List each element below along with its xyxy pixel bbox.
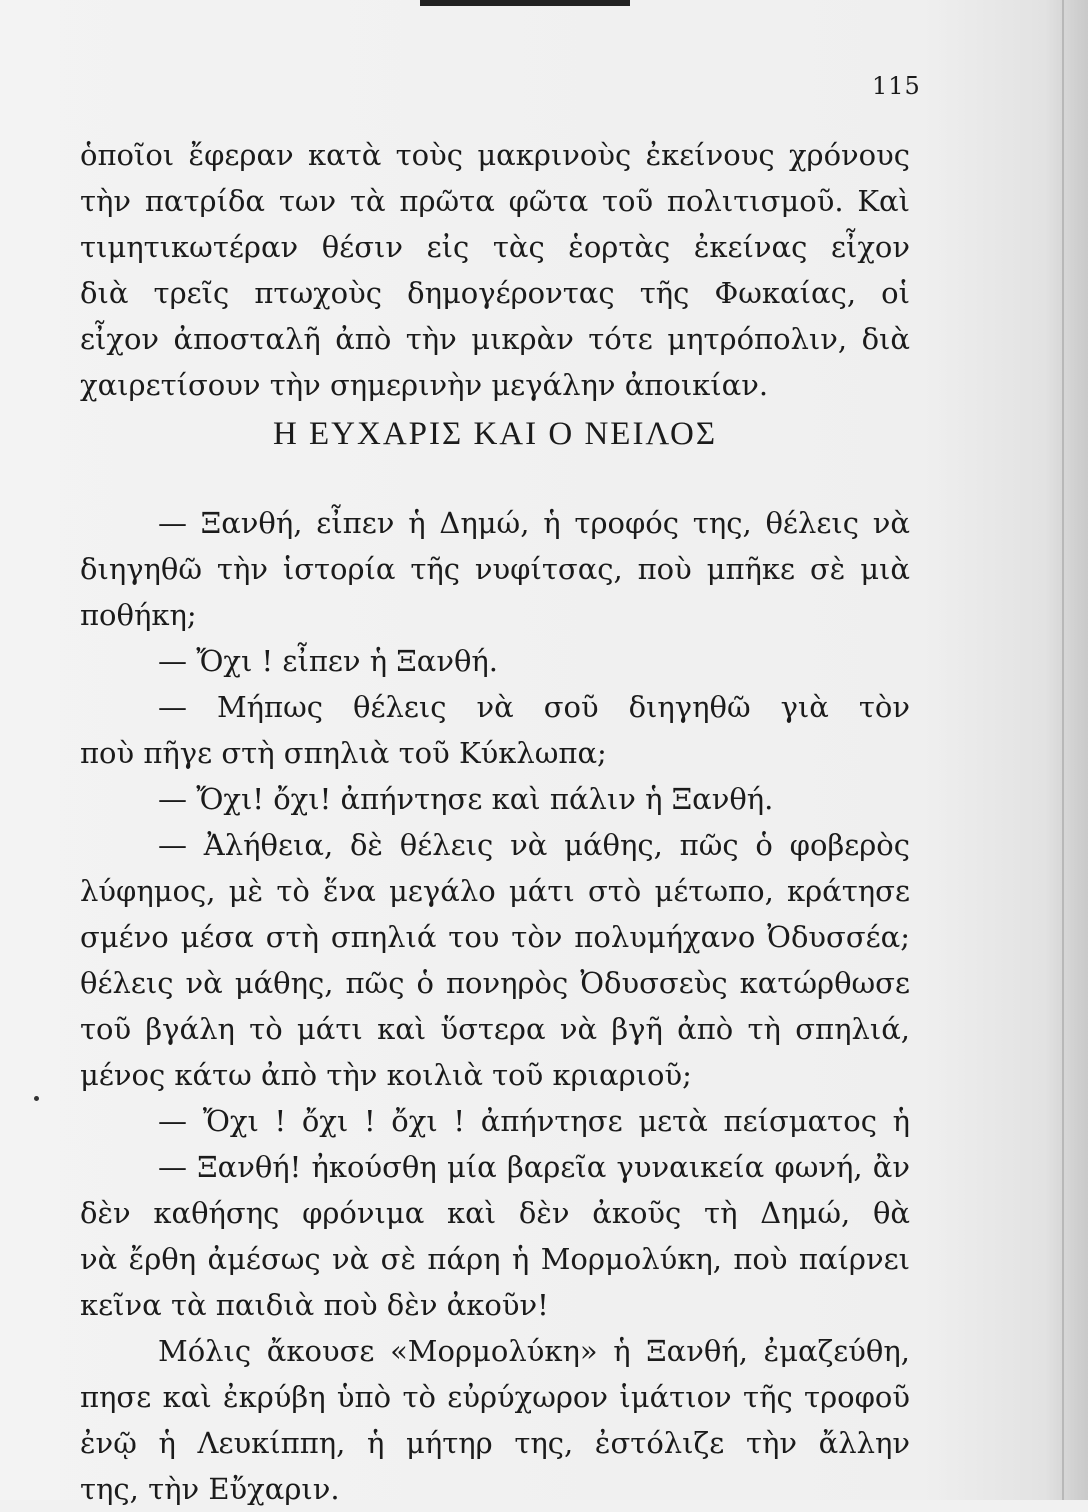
text-line: πησε καὶ ἐκρύβη ὑπὸ τὸ εὐρύχωρον ἱμάτιον τῆς τροφοῦ <box>80 1380 910 1414</box>
text-line: — Ὄχι ! ὄχι ! ὄχι ! ἀπήντησε μετὰ πείσματος ἡ <box>158 1104 910 1138</box>
text-line: ὁποῖοι ἔφεραν κατὰ τοὺς μακρινοὺς ἐκείνους χρόνους <box>80 138 910 172</box>
text-line: χαιρετίσουν τὴν σημερινὴν μεγάλην ἀποικίαν. <box>80 368 769 402</box>
intro-paragraph <box>80 132 910 408</box>
text-line: — Ἀλήθεια, δὲ θέλεις νὰ μάθης, πῶς ὁ φοβερὸς <box>158 828 910 862</box>
text-line: δὲν καθήσης φρόνιμα καὶ δὲν ἀκοῦς τὴ Δημώ, θὰ <box>80 1196 910 1230</box>
text-line: ποθήκη; <box>80 598 197 632</box>
binding-shadow <box>420 0 630 6</box>
text-line: λύφημος, μὲ τὸ ἕνα μεγάλο μάτι στὸ μέτωπο, κράτησε <box>80 874 910 908</box>
text-line: — Ξανθή! ἠκούσθη μία βαρεῖα γυναικεία φωνή, ἂν <box>158 1150 910 1184</box>
text-line: ἐνῷ ἡ Λευκίππη, ἡ μήτηρ της, ἐστόλιζε τὴν ἄλλην <box>80 1426 910 1460</box>
text-line: — Ὄχι ! εἶπεν ἡ Ξανθή. <box>158 644 499 678</box>
page-number: 115 <box>872 72 921 100</box>
text-line: τοῦ βγάλη τὸ μάτι καὶ ὕστερα νὰ βγῆ ἀπὸ τὴ σπηλιά, <box>80 1012 910 1046</box>
page-edge-shadow <box>1062 0 1064 1500</box>
text-line: — Ξανθή, εἶπεν ἡ Δημώ, ἡ τροφός της, θέλεις νὰ <box>158 506 910 540</box>
text-line: εἶχον ἀποσταλῆ ἀπὸ τὴν μικρὰν τότε μητρόπολιν, διὰ <box>80 322 910 356</box>
story-body <box>80 500 910 1512</box>
text-line: θέλεις νὰ μάθης, πῶς ὁ πονηρὸς Ὀδυσσεὺς κατώρθωσε <box>80 966 910 1000</box>
text-line: Μόλις ἄκουσε «Μορμολύκη» ἡ Ξανθή, ἐμαζεύθη, <box>158 1334 910 1368</box>
text-line: της, τὴν Εὔχαριν. <box>80 1472 340 1506</box>
text-line: τὴν πατρίδα των τὰ πρῶτα φῶτα τοῦ πολιτισμοῦ. Καὶ <box>80 184 910 218</box>
text-line: τιμητικωτέραν θέσιν εἰς τὰς ἑορτὰς ἐκείνας εἶχον <box>80 230 910 264</box>
text-line: ποὺ πῆγε στὴ σπηλιὰ τοῦ Κύκλωπα; <box>80 736 607 770</box>
text-line: μένος κάτω ἀπὸ τὴν κοιλιὰ τοῦ κριαριοῦ; <box>80 1058 692 1092</box>
text-line: — Ὄχι! ὄχι! ἀπήντησε καὶ πάλιν ἡ Ξανθή. <box>158 782 774 816</box>
text-line: διηγηθῶ τὴν ἱστορία τῆς νυφίτσας, ποὺ μπῆκε σὲ μιὰ <box>80 552 910 586</box>
text-line: κεῖνα τὰ παιδιὰ ποὺ δὲν ἀκοῦν! <box>80 1288 549 1322</box>
scan-speck <box>34 1096 39 1101</box>
chapter-heading: Η ΕΥΧΑΡΙΣ ΚΑΙ Ο ΝΕΙΛΟΣ <box>272 416 718 452</box>
text-line: — Μήπως θέλεις νὰ σοῦ διηγηθῶ γιὰ τὸν <box>158 690 910 724</box>
text-line: διὰ τρεῖς πτωχοὺς δημογέροντας τῆς Φωκαίας, οἱ <box>80 276 910 310</box>
text-line: νὰ ἔρθη ἀμέσως νὰ σὲ πάρη ἡ Μορμολύκη, ποὺ παίρνει <box>80 1242 910 1276</box>
text-line: σμένο μέσα στὴ σπηλιά του τὸν πολυμήχανο Ὀδυσσέα; <box>80 920 910 954</box>
